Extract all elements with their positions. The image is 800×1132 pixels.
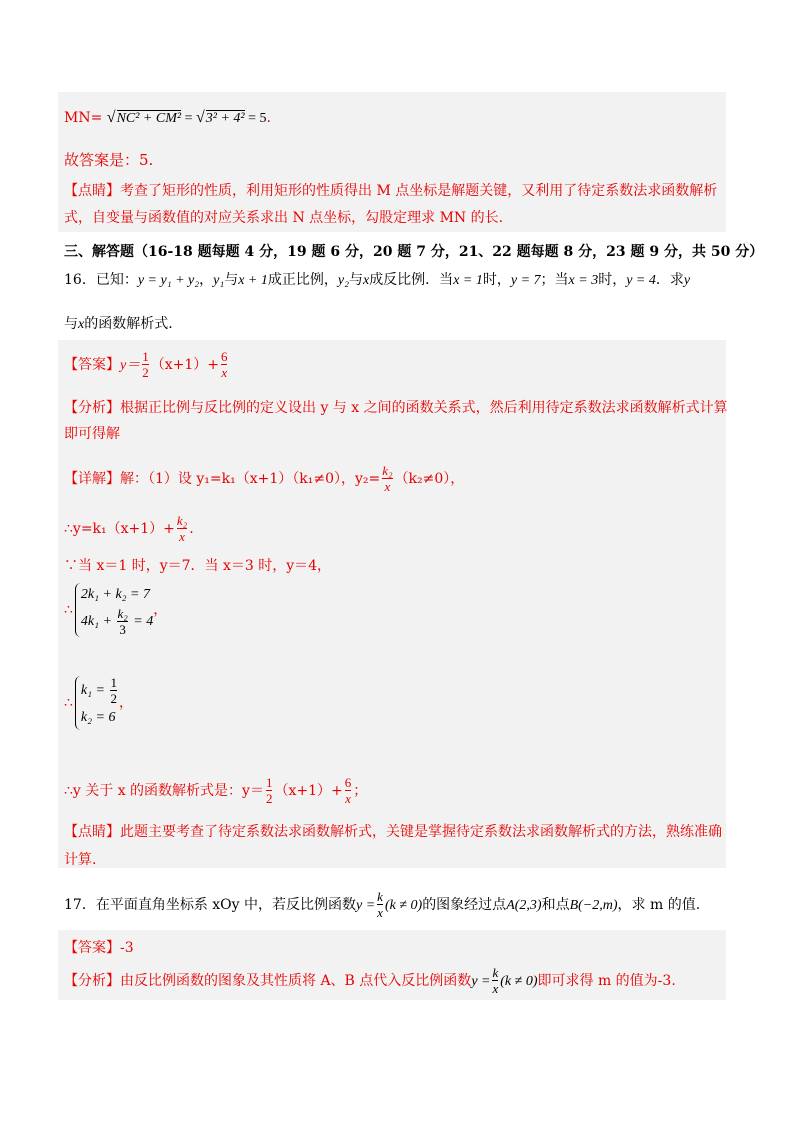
- frac-num: k: [492, 965, 499, 980]
- step1-a: ∴y=k₁（x+1）+: [64, 521, 175, 537]
- q16-system1: [64, 583, 728, 637]
- frac-den: 2: [142, 365, 149, 380]
- q17-b: 的图象经过点: [422, 897, 507, 913]
- frac-den: 2: [110, 691, 117, 706]
- sys2-r1a: k₁ =: [80, 683, 109, 699]
- sys1-r2a: 4k₁ +: [80, 614, 116, 630]
- q16-l2b: 的函数解析式.: [84, 316, 173, 332]
- q17-d: ，求 m 的值.: [617, 897, 701, 913]
- conclusion-a: ∴y 关于 x 的函数解析式是：y＝: [64, 783, 264, 799]
- frac-num: k₂: [117, 606, 128, 621]
- comma: ，: [153, 602, 168, 618]
- q17-analysis-b: 即可求得 m 的值为-3.: [537, 973, 676, 989]
- q16-t1: ，: [199, 272, 214, 288]
- q16-c3: x = 3: [568, 273, 599, 288]
- frac-num: k: [377, 889, 383, 904]
- q16-t2: 与: [224, 272, 239, 288]
- therefore-symbol: ∴: [64, 695, 73, 711]
- frac-num: k₂: [176, 513, 188, 528]
- frac-den: x: [345, 791, 351, 806]
- answer-line-15: 故答案是：5.: [64, 151, 154, 169]
- detail-a: 【详解】解：（1）设 y₁=k₁（x+1）（k₁≠0），y₂=: [64, 471, 381, 487]
- frac-den: x: [177, 528, 187, 544]
- frac-den: x: [492, 981, 499, 996]
- frac-num: 6: [344, 775, 352, 790]
- frac-den: x: [377, 905, 383, 920]
- q16-t4: 与: [348, 272, 363, 288]
- q17-func-a: y =: [356, 898, 376, 913]
- answer-expr-b: （x+1）+: [150, 357, 219, 373]
- q16-t6: 时，: [482, 272, 511, 288]
- mn-sqrt-2: 3² + 4²: [205, 111, 245, 126]
- system1-row2: [81, 607, 153, 637]
- detail-b: （k₂≠0），: [394, 471, 465, 487]
- q17-func-b: (k ≠ 0): [384, 898, 423, 913]
- step1-b: .: [189, 521, 194, 537]
- system2-row1: [81, 676, 119, 706]
- q17-line: [64, 890, 728, 920]
- mn-eq-2: = 5: [244, 111, 267, 126]
- q16-y2: y₂: [337, 273, 349, 288]
- q16-step2: ∵当 x＝1 时，y＝7．当 x＝3 时，y＝4，: [64, 558, 332, 574]
- q16-comment-line2: 计算.: [64, 852, 97, 868]
- answer-tag: 【答案】: [64, 357, 120, 373]
- q16-xp1: x + 1: [238, 273, 268, 288]
- q17-point-a: A(2,3): [506, 898, 542, 913]
- q16-c1: x = 1: [453, 273, 483, 288]
- mn-sqrt-1: NC² + CM²: [116, 111, 182, 126]
- mn-period: .: [266, 110, 271, 126]
- q16-conclusion: [64, 776, 728, 806]
- equation-system-1: [75, 583, 153, 637]
- q16-detail: [64, 464, 728, 494]
- conclusion-c: ；: [353, 783, 368, 799]
- q16-step1: [64, 514, 728, 544]
- mn-eq-1: =: [181, 111, 196, 126]
- q16-system2: [64, 676, 728, 730]
- frac-den: x: [221, 365, 228, 380]
- system2-row2: k₂ = 6: [80, 710, 116, 725]
- section-heading: 三、解答题（16-18 题每题 4 分，19 题 6 分，20 题 7 分，21、22 题每题 8 分，23 题 9 分，共 50 分）: [64, 244, 764, 260]
- frac-den: 2: [265, 791, 273, 806]
- comment-15-line2: 式，自变量与函数值的对应关系求出 N 点坐标，勾股定理求 MN 的长.: [64, 210, 504, 226]
- sys1-r2b: = 4: [129, 614, 154, 630]
- q16-l2x: x: [78, 317, 85, 332]
- answer-expr-a: y＝: [120, 358, 141, 373]
- conclusion-b: （x+1）+: [274, 783, 343, 799]
- comment-15-line1: 【点睛】考查了矩形的性质，利用矩形的性质得出 M 点坐标是解题关键，又利用了待定系数法求函数解析: [64, 183, 718, 199]
- frac-num: k₂: [382, 463, 393, 478]
- q16-c2: y = 7: [510, 273, 541, 288]
- q17-analysis-func: y =: [471, 974, 491, 989]
- comma: ，: [118, 695, 133, 711]
- equation-system-2: [75, 676, 119, 730]
- q16-line1: [64, 270, 728, 291]
- q16-line2: [64, 314, 728, 335]
- therefore-symbol: ∴: [64, 602, 73, 618]
- q16-t9: ．求: [655, 272, 684, 288]
- q16-l2a: 与: [64, 316, 78, 332]
- q17-a: 17．在平面直角坐标系 xOy 中，若反比例函数: [64, 897, 356, 913]
- q16-eq: y = y₁ + y₂: [137, 273, 200, 288]
- q16-x: x: [362, 273, 370, 288]
- frac-den: 3: [119, 622, 126, 637]
- q17-analysis-func-b: (k ≠ 0): [500, 974, 538, 989]
- frac-num: 6: [220, 349, 228, 364]
- q17-analysis: [64, 966, 728, 996]
- frac-num: 1: [142, 349, 149, 364]
- frac-num: 1: [265, 775, 273, 790]
- q17-answer: 【答案】-3: [64, 940, 134, 956]
- q16-t7: ；当: [540, 272, 569, 288]
- q16-c4: y = 4: [626, 273, 656, 288]
- system1-row1: 2k₁ + k₂ = 7: [80, 587, 150, 602]
- frac-den: x: [382, 478, 392, 494]
- q16-t5: 成反比例．当: [369, 272, 454, 288]
- q17-analysis-a: 【分析】由反比例函数的图象及其性质将 A、B 点代入反比例函数: [64, 973, 472, 989]
- mn-formula-line: MN= √NC² + CM² = √3² + 4² = 5.: [64, 109, 271, 126]
- q16-analysis-line2: 即可得解: [64, 426, 120, 442]
- q16-analysis-line1: 【分析】根据正比例与反比例的定义设出 y 与 x 之间的函数关系式，然后利用待定系数法求函数解析式计算: [64, 400, 728, 416]
- q17-c: 和点: [541, 897, 570, 913]
- q17-point-b: B(−2,m): [569, 898, 618, 913]
- q16-t3: 成正比例，: [267, 272, 338, 288]
- q16-comment-line1: 【点睛】此题主要考查了待定系数法求函数解析式，关键是掌握待定系数法求函数解析式的方法，熟练准确: [64, 824, 722, 840]
- q16-number: 16．已知：: [64, 272, 138, 288]
- frac-num: 1: [110, 675, 117, 690]
- q16-answer: [64, 350, 728, 380]
- q16-y1: y₁: [213, 273, 225, 288]
- q16-t8: 时，: [598, 272, 627, 288]
- q16-y: y: [683, 273, 691, 288]
- mn-prefix: MN=: [64, 110, 103, 126]
